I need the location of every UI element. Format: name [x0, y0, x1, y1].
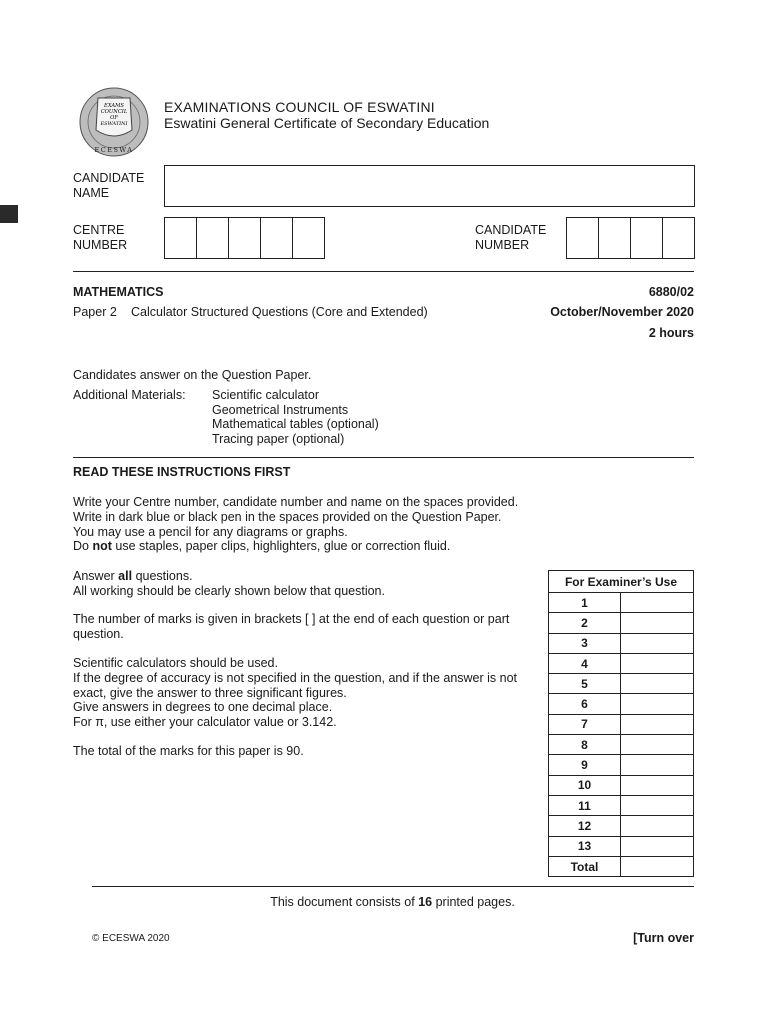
- copyright: © ECESWA 2020: [92, 933, 170, 944]
- paper-number: Paper 2: [73, 305, 117, 319]
- seal-word-2: COUNCIL: [100, 109, 128, 115]
- candidate-name-label: [73, 171, 144, 201]
- table-row: [549, 674, 694, 694]
- candidate-number-label: [475, 223, 546, 253]
- centre-digit-box[interactable]: [165, 218, 197, 258]
- table-row: [549, 735, 694, 755]
- table-row: [549, 613, 694, 633]
- table-row: [549, 633, 694, 653]
- mark-cell: [621, 775, 694, 795]
- instruction-line: question.: [73, 626, 124, 641]
- mark-cell: [621, 735, 694, 755]
- answer-note: Candidates answer on the Question Paper.: [73, 368, 312, 382]
- table-row: [549, 795, 694, 815]
- candidate-name-label-line2: NAME: [73, 186, 110, 200]
- centre-digit-box[interactable]: [293, 218, 324, 258]
- question-number: 7: [549, 714, 621, 734]
- candidate-number-label-line2: NUMBER: [475, 238, 530, 252]
- table-row: [549, 856, 694, 876]
- mark-cell: [621, 613, 694, 633]
- table-row: [549, 775, 694, 795]
- table-row: [549, 653, 694, 673]
- turn-over: [Turn over: [633, 931, 694, 945]
- table-row: [549, 836, 694, 856]
- material-item: Geometrical Instruments: [212, 402, 349, 417]
- mark-cell: [621, 714, 694, 734]
- instructions-block-4: [73, 656, 535, 730]
- instruction-line: All working should be clearly shown below that question.: [73, 583, 385, 598]
- instructions-block-3: [73, 612, 535, 642]
- do-word: Do: [73, 539, 89, 554]
- do-rest: use staples, paper clips, highlighters, glue or correction fluid.: [115, 539, 451, 554]
- certificate-title: Eswatini General Certificate of Secondary Education: [164, 115, 490, 131]
- mark-cell: [621, 653, 694, 673]
- footer-divider: [92, 886, 694, 887]
- candidate-digit-box[interactable]: [663, 218, 694, 258]
- centre-number-field[interactable]: [164, 217, 325, 259]
- instruction-line: The number of marks is given in brackets [ ] at the end of each question or part: [73, 612, 510, 626]
- question-number: 3: [549, 633, 621, 653]
- table-row: [549, 694, 694, 714]
- paper-title: Calculator Structured Questions (Core and Extended): [131, 305, 428, 319]
- instruction-line: [73, 569, 535, 584]
- mark-cell: [621, 795, 694, 815]
- eceswa-seal-logo: [78, 86, 150, 158]
- instruction-line: exact, give the answer to three significant figures.: [73, 685, 347, 700]
- centre-number-label: [73, 223, 127, 253]
- seal-word-5: ECESWA: [94, 146, 134, 154]
- table-row: [549, 755, 694, 775]
- page-edge-mark: [0, 205, 18, 223]
- candidate-number-label-line1: CANDIDATE: [475, 223, 547, 237]
- candidate-name-label-line1: CANDIDATE: [73, 171, 145, 185]
- not-word: not: [92, 539, 112, 554]
- divider: [73, 457, 694, 458]
- questions-word: questions.: [135, 569, 193, 583]
- question-number: 8: [549, 735, 621, 755]
- paper-code: 6880/02: [648, 285, 694, 299]
- instruction-line: [73, 539, 535, 554]
- centre-number-label-line2: NUMBER: [73, 238, 128, 252]
- answer-word: Answer: [73, 569, 115, 583]
- mark-cell: [621, 694, 694, 714]
- page-count-number: 16: [418, 895, 433, 909]
- table-row: [549, 593, 694, 613]
- mark-cell: [621, 633, 694, 653]
- seal-word-3: OF: [110, 115, 118, 121]
- question-number: 2: [549, 613, 621, 633]
- instructions-heading: READ THESE INSTRUCTIONS FIRST: [73, 465, 291, 479]
- mark-cell: [621, 836, 694, 856]
- seal-word-4: ESWATINI: [100, 121, 128, 127]
- table-row: [549, 816, 694, 836]
- material-item: Mathematical tables (optional): [212, 417, 379, 432]
- candidate-digit-box[interactable]: [567, 218, 599, 258]
- total-marks-note: The total of the marks for this paper is 90.: [73, 744, 304, 758]
- total-label: Total: [549, 856, 621, 876]
- page-count-pre: This document consists of: [270, 895, 415, 909]
- instruction-line: Give answers in degrees to one decimal place.: [73, 700, 333, 715]
- subject-title: MATHEMATICS: [73, 285, 164, 299]
- page-count-post: printed pages.: [435, 895, 515, 909]
- material-item: Tracing paper (optional): [212, 431, 345, 446]
- instruction-line: Scientific calculators should be used.: [73, 656, 278, 670]
- material-item: Scientific calculator: [212, 388, 319, 402]
- question-number: 5: [549, 674, 621, 694]
- question-number: 11: [549, 795, 621, 815]
- mark-cell: [621, 674, 694, 694]
- question-number: 10: [549, 775, 621, 795]
- question-number: 1: [549, 593, 621, 613]
- materials-label: Additional Materials:: [73, 388, 186, 402]
- exam-duration: 2 hours: [648, 326, 694, 340]
- question-number: 12: [549, 816, 621, 836]
- examiner-use-table: [548, 570, 694, 877]
- mark-cell: [621, 755, 694, 775]
- instruction-line: Write in dark blue or black pen in the spaces provided on the Question Paper.: [73, 509, 502, 524]
- all-word: all: [118, 569, 133, 583]
- org-name: EXAMINATIONS COUNCIL OF ESWATINI: [164, 99, 435, 115]
- instruction-line: You may use a pencil for any diagrams or graphs.: [73, 524, 348, 539]
- centre-digit-box[interactable]: [197, 218, 229, 258]
- examiner-table-title: For Examiner’s Use: [549, 571, 694, 593]
- page-count-note: [0, 895, 768, 909]
- question-number: 9: [549, 755, 621, 775]
- question-number: 4: [549, 653, 621, 673]
- question-number: 6: [549, 694, 621, 714]
- instructions-block-2: [73, 569, 535, 599]
- mark-cell: [621, 593, 694, 613]
- instruction-line: For π, use either your calculator value or 3.142.: [73, 715, 337, 730]
- candidate-digit-box[interactable]: [631, 218, 663, 258]
- centre-digit-box[interactable]: [261, 218, 293, 258]
- instruction-line: If the degree of accuracy is not specified in the question, and if the answer is not: [73, 670, 518, 685]
- materials-list: [212, 388, 379, 446]
- candidate-name-field[interactable]: [164, 165, 695, 207]
- total-mark-cell: [621, 856, 694, 876]
- mark-cell: [621, 816, 694, 836]
- centre-digit-box[interactable]: [229, 218, 261, 258]
- instructions-block-1: [73, 495, 535, 554]
- table-row: [549, 714, 694, 734]
- exam-session: October/November 2020: [550, 305, 694, 319]
- candidate-number-field[interactable]: [566, 217, 695, 259]
- divider: [73, 271, 694, 272]
- instruction-line: Write your Centre number, candidate number and name on the spaces provided.: [73, 495, 519, 509]
- question-number: 13: [549, 836, 621, 856]
- candidate-digit-box[interactable]: [599, 218, 631, 258]
- centre-number-label-line1: CENTRE: [73, 223, 125, 237]
- seal-word-1: EXAMS: [104, 103, 124, 109]
